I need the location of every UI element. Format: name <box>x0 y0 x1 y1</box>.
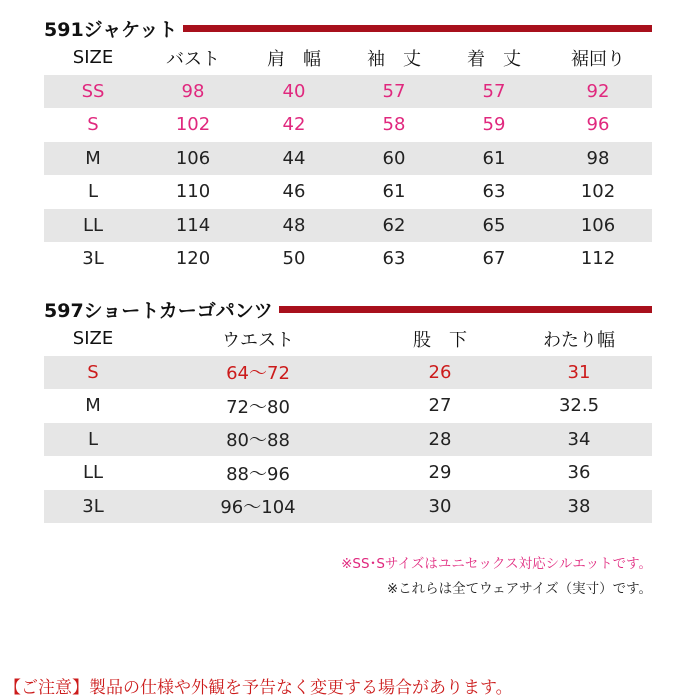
table-cell: 58 <box>382 114 406 136</box>
table-cell: 38 <box>506 490 652 524</box>
jacket-header-shoulder: 肩 幅 <box>267 48 321 70</box>
table-cell: 59 <box>482 114 506 136</box>
table-cell: 98 <box>544 142 652 176</box>
table-cell: 106 <box>142 142 244 176</box>
pants-header-row <box>44 322 652 356</box>
jacket-title-bar <box>183 25 652 32</box>
table-cell: 112 <box>580 248 616 270</box>
table-cell: 42 <box>282 114 306 136</box>
pants-size-table <box>44 322 652 523</box>
table-row <box>44 423 652 457</box>
actual-size-note: ※これらは全てウェアサイズ（実寸）です。 <box>386 581 652 597</box>
table-cell: 48 <box>244 209 344 243</box>
table-cell: 72〜80 <box>226 396 290 418</box>
table-cell: 65 <box>444 209 544 243</box>
table-cell: 26 <box>374 356 506 390</box>
table-cell: 57 <box>344 75 444 109</box>
table-cell: SS <box>44 75 142 109</box>
table-cell: LL <box>44 209 142 243</box>
table-cell: 34 <box>506 423 652 457</box>
table-row <box>44 75 652 109</box>
pants-title: 597ショートカーゴパンツ <box>44 299 273 322</box>
jacket-title: 591ジャケット <box>44 18 178 41</box>
table-cell: 98 <box>142 75 244 109</box>
table-cell: 3L <box>82 248 104 270</box>
table-row <box>44 142 652 176</box>
pants-header-inseam: 股 下 <box>413 329 467 351</box>
table-cell: 63 <box>482 181 506 203</box>
pants-header-size: SIZE <box>72 328 114 350</box>
caution-notice: 【ご注意】製品の仕様や外観を予告なく変更する場合があります。 <box>4 678 513 698</box>
jacket-header-sleeve: 袖 丈 <box>367 48 421 70</box>
table-cell: 27 <box>428 395 452 417</box>
table-cell: 110 <box>175 181 211 203</box>
table-row <box>44 456 652 490</box>
pants-title-bar <box>279 306 652 313</box>
table-cell: 60 <box>344 142 444 176</box>
table-cell: 61 <box>444 142 544 176</box>
table-cell: 29 <box>428 462 452 484</box>
pants-section-title <box>44 296 652 322</box>
table-cell: 96 <box>586 114 610 136</box>
pants-header-waist: ウエスト <box>222 329 294 351</box>
jacket-section-title <box>44 15 652 41</box>
table-cell: 114 <box>142 209 244 243</box>
table-cell: 32.5 <box>558 395 600 417</box>
table-cell: 62 <box>344 209 444 243</box>
table-row <box>44 209 652 243</box>
table-cell: M <box>85 395 101 417</box>
jacket-header-row <box>44 41 652 75</box>
table-cell: 46 <box>282 181 306 203</box>
table-row <box>44 175 652 209</box>
table-cell: 44 <box>244 142 344 176</box>
table-cell: 57 <box>444 75 544 109</box>
table-cell: S <box>44 356 142 390</box>
table-cell: S <box>87 114 99 136</box>
pants-header-thigh: わたり幅 <box>543 329 615 351</box>
table-cell: 50 <box>282 248 306 270</box>
table-cell: 30 <box>374 490 506 524</box>
table-cell: 67 <box>482 248 506 270</box>
table-cell: L <box>87 181 99 203</box>
table-cell: 36 <box>567 462 591 484</box>
table-row <box>44 389 652 423</box>
table-cell: 120 <box>175 248 211 270</box>
table-cell: 64〜72 <box>142 356 374 390</box>
table-row <box>44 490 652 524</box>
table-row <box>44 242 652 276</box>
table-cell: 3L <box>44 490 142 524</box>
table-row <box>44 108 652 142</box>
jacket-header-bust: バスト <box>166 48 220 70</box>
table-cell: 96〜104 <box>142 490 374 524</box>
table-cell: 61 <box>382 181 406 203</box>
table-cell: 63 <box>382 248 406 270</box>
table-cell: 28 <box>374 423 506 457</box>
jacket-header-size: SIZE <box>72 47 114 69</box>
table-cell: 80〜88 <box>142 423 374 457</box>
table-cell: 31 <box>506 356 652 390</box>
table-cell: 106 <box>544 209 652 243</box>
jacket-size-table <box>44 41 652 276</box>
jacket-header-length: 着 丈 <box>467 48 521 70</box>
table-cell: 92 <box>544 75 652 109</box>
table-cell: L <box>44 423 142 457</box>
table-cell: 102 <box>175 114 211 136</box>
jacket-header-hem: 裾回り <box>571 48 625 70</box>
table-cell: M <box>44 142 142 176</box>
table-row <box>44 356 652 390</box>
table-cell: 102 <box>580 181 616 203</box>
table-cell: 88〜96 <box>226 463 290 485</box>
table-cell: LL <box>82 462 104 484</box>
table-cell: 40 <box>244 75 344 109</box>
unisex-note: ※SS･Sサイズはユニセックス対応シルエットです。 <box>341 556 652 572</box>
